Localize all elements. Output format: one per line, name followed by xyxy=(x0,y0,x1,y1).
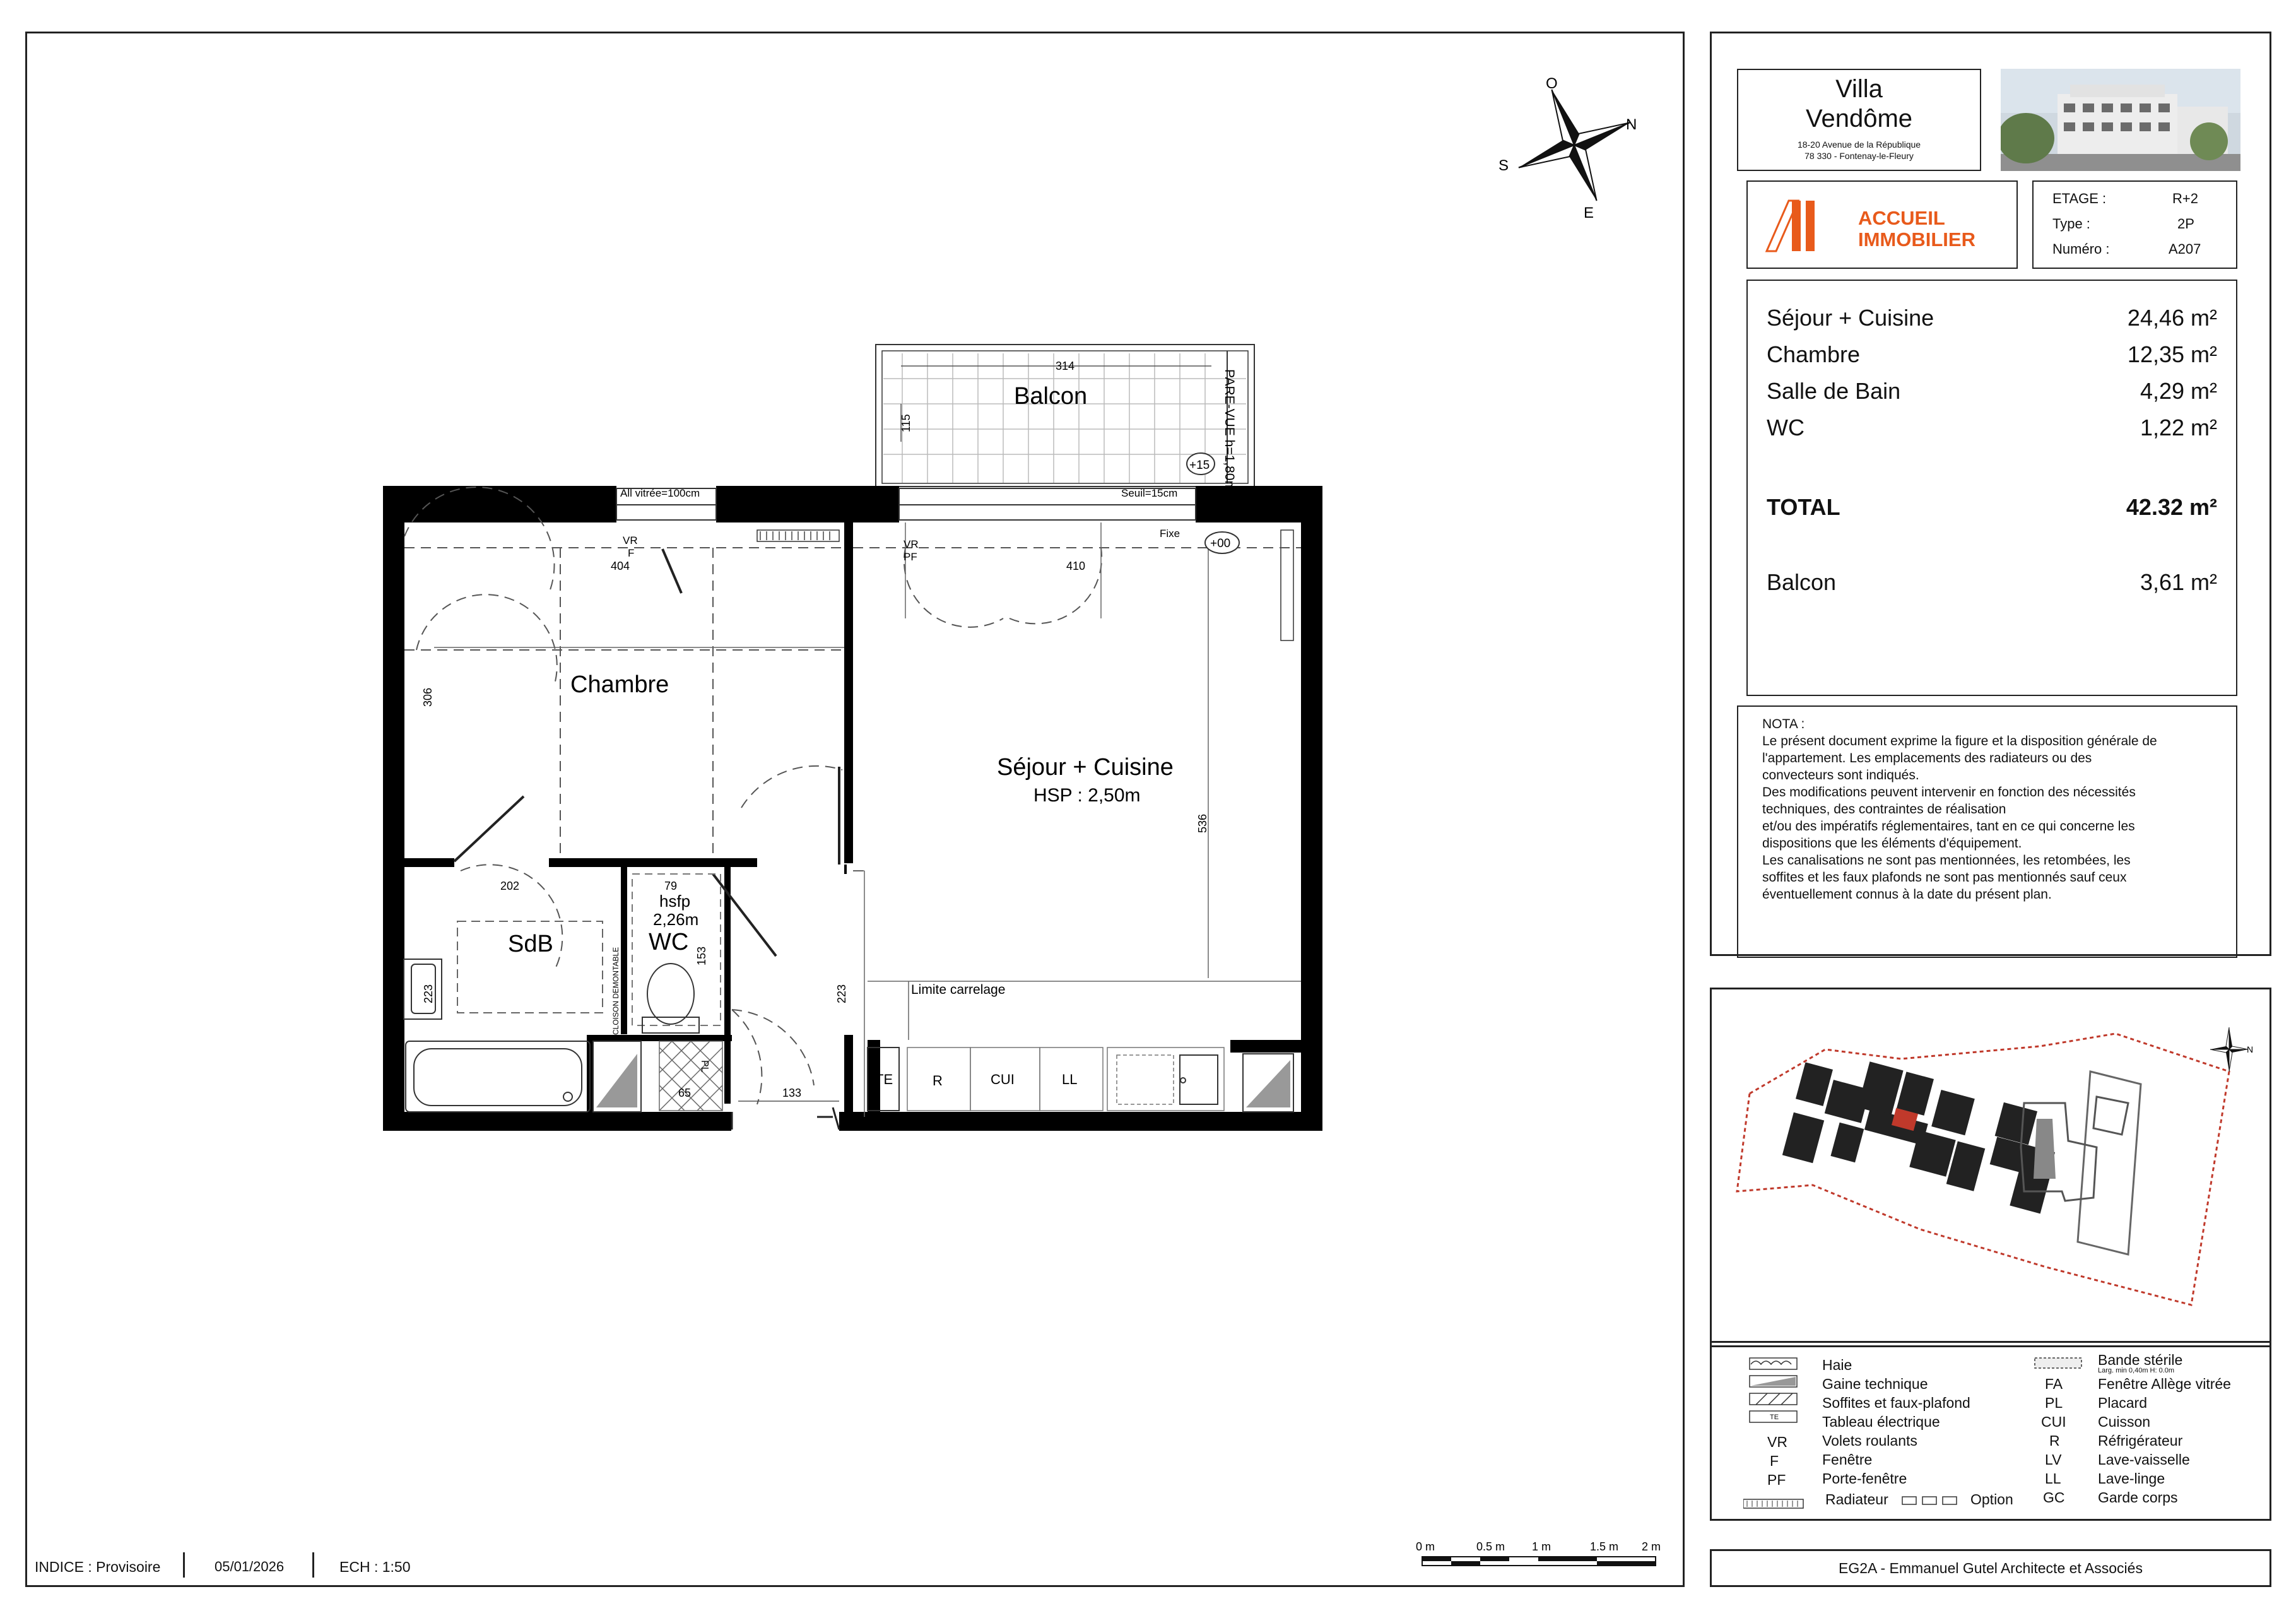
balcon-surface-value: 3,61 m² xyxy=(2140,569,2217,595)
brand-box xyxy=(1746,180,2018,269)
note-line: techniques, des contraintes de réalisation xyxy=(1762,802,2006,817)
legend-panel xyxy=(1710,1341,2271,1521)
legend-label: Bande stérile xyxy=(2098,1352,2183,1368)
legend-label: Réfrigérateur xyxy=(2098,1432,2183,1449)
scale-label-3: 1.5 m xyxy=(1590,1540,1619,1553)
note-title: NOTA : xyxy=(1762,717,1805,731)
r-label: R xyxy=(933,1073,943,1089)
info-panel xyxy=(1710,32,2271,956)
compass-n: N xyxy=(1626,116,1637,133)
dim-410: 410 xyxy=(1066,560,1086,572)
option-dash-icon xyxy=(1901,1494,1964,1507)
total-row xyxy=(1748,494,2236,531)
pl-label: PL xyxy=(699,1060,710,1073)
vr-sejour: VR xyxy=(904,538,919,550)
dim-223-entree: 223 xyxy=(835,984,848,1003)
etage-label: ETAGE : xyxy=(2052,191,2107,206)
architect-label: EG2A - Emmanuel Gutel Architecte et Associés xyxy=(1839,1560,2143,1576)
legend-label: Lave-vaisselle xyxy=(2098,1451,2190,1468)
dim-79: 79 xyxy=(664,880,678,892)
surface-row xyxy=(1748,415,2236,451)
numero-value: A207 xyxy=(2169,241,2201,257)
note-line: l'appartement. Les emplacements des radiateurs ou des xyxy=(1762,751,2092,765)
legend-code: VR xyxy=(1767,1434,1787,1450)
legend-option: Option xyxy=(1970,1491,2013,1508)
compass-e: E xyxy=(1584,204,1594,221)
legend-label: Volets roulants xyxy=(1822,1432,1917,1449)
bande-sterile-icon xyxy=(2034,1357,2084,1371)
ll-label: LL xyxy=(1062,1071,1078,1087)
legend-label: Tableau électrique xyxy=(1822,1413,1940,1430)
legend-bande-note: Larg. min 0,40m H: 0.0m xyxy=(2098,1367,2175,1374)
type-value: 2P xyxy=(2177,216,2194,232)
note-line: et/ou des impératifs réglementaires, tant en ce qui concerne les xyxy=(1762,819,2135,834)
legend-label: Fenêtre Allège vitrée xyxy=(2098,1376,2231,1392)
date: 05/01/2026 xyxy=(215,1559,285,1574)
sejour-label: Séjour + Cuisine xyxy=(997,754,1174,781)
hsp-label: HSP : 2,50m xyxy=(1033,785,1141,806)
scale-label-4: 2 m xyxy=(1642,1540,1661,1553)
legend-label: Cuisson xyxy=(2098,1413,2151,1430)
legend-code: CUI xyxy=(2041,1413,2066,1430)
floor-plan xyxy=(379,341,1338,1142)
surface-value: 1,22 m² xyxy=(2140,415,2217,440)
echelle: ECH : 1:50 xyxy=(339,1559,411,1575)
note-line: Des modifications peuvent intervenir en fonction des nécessités xyxy=(1762,785,2136,800)
legend-label: Soffites et faux-plafond xyxy=(1822,1395,1970,1411)
legend-label: Garde corps xyxy=(2098,1489,2178,1506)
surface-row xyxy=(1748,378,2236,415)
dim-133: 133 xyxy=(782,1087,802,1099)
surface-value: 24,46 m² xyxy=(2127,305,2217,331)
level-00: +00 xyxy=(1210,537,1231,550)
cui-label: CUI xyxy=(991,1071,1015,1087)
site-plan xyxy=(1712,989,2270,1345)
walls xyxy=(383,486,1322,1131)
balcon-label: Balcon xyxy=(1014,383,1088,410)
footer-divider-1 xyxy=(183,1552,185,1578)
indice: INDICE : Provisoire xyxy=(35,1559,161,1575)
footer-divider-2 xyxy=(312,1552,314,1578)
chambre-label: Chambre xyxy=(570,671,669,698)
legend-code: PF xyxy=(1767,1472,1786,1488)
pf-sejour: PF xyxy=(904,551,917,563)
wc-label: WC xyxy=(649,929,689,955)
project-name-1: Villa xyxy=(1835,75,1883,103)
limite-carrelage: Limite carrelage xyxy=(911,983,1006,997)
dim-65: 65 xyxy=(678,1087,692,1099)
surfaces-box xyxy=(1746,280,2237,696)
legend-code: F xyxy=(1770,1453,1779,1469)
legend-code: FA xyxy=(2045,1376,2063,1392)
hsfp-label: hsfp xyxy=(659,892,691,911)
surface-value: 12,35 m² xyxy=(2127,341,2217,367)
radiator-icon xyxy=(1743,1499,1803,1508)
etage-value: R+2 xyxy=(2172,191,2198,206)
surface-value: 4,29 m² xyxy=(2140,378,2217,404)
compass-s: S xyxy=(1498,157,1509,174)
fixe-label: Fixe xyxy=(1160,528,1180,540)
surface-row xyxy=(1748,305,2236,341)
legend-code: LL xyxy=(2045,1470,2061,1487)
legend-label: Fenêtre xyxy=(1822,1451,1873,1468)
legend-code: PL xyxy=(2045,1395,2063,1411)
project-box xyxy=(1737,69,1981,171)
total-value: 42.32 m² xyxy=(2126,494,2217,520)
cloison-label: CLOISON DEMONTABLE xyxy=(611,947,620,1035)
note-line: Les canalisations ne sont pas mentionnées, les retombées, les xyxy=(1762,853,2131,868)
balcon-surface-label: Balcon xyxy=(1767,569,1837,595)
hsfp-value: 2,26m xyxy=(653,910,699,929)
compass-o: O xyxy=(1546,75,1558,92)
note-line: soffites et les faux plafonds ne sont pas mentionnés sauf ceux xyxy=(1762,870,2127,885)
numero-label: Numéro : xyxy=(2052,241,2110,257)
compass-rose-icon xyxy=(1486,69,1656,233)
allege-label: All vitrée=100cm xyxy=(620,487,700,499)
legend-label: Placard xyxy=(2098,1395,2147,1411)
legend-label: Porte-fenêtre xyxy=(1822,1470,1907,1487)
brand-line-1: ACCUEIL xyxy=(1858,207,1945,229)
pare-vue-label: PARE-VUE h=1,80m xyxy=(1222,369,1237,492)
brand-logo-icon xyxy=(1760,198,1823,254)
architect-box xyxy=(1710,1549,2271,1587)
note-line: éventuellement connus à la date du présent plan. xyxy=(1762,887,2052,902)
legend-label: Gaine technique xyxy=(1822,1376,1928,1392)
soffite-icon xyxy=(1750,1393,1797,1405)
hedge-icon xyxy=(1750,1358,1797,1369)
dim-314: 314 xyxy=(1056,360,1075,372)
surface-label: Séjour + Cuisine xyxy=(1767,305,1934,331)
legend-te-code: TE xyxy=(1770,1413,1779,1421)
total-label: TOTAL xyxy=(1767,494,1840,520)
dim-153: 153 xyxy=(695,946,708,965)
note-line: convecteurs sont indiqués. xyxy=(1762,768,1919,782)
scale-bar xyxy=(1413,1537,1672,1574)
gaine-icon xyxy=(1750,1376,1797,1387)
surface-label: WC xyxy=(1767,415,1804,440)
legend-code: GC xyxy=(2043,1489,2065,1506)
scale-label-0: 0 m xyxy=(1416,1540,1435,1553)
lot-box xyxy=(2032,180,2237,269)
dim-223-sdb: 223 xyxy=(422,984,435,1003)
surface-label: Salle de Bain xyxy=(1767,378,1901,404)
building-photo xyxy=(2001,69,2240,171)
type-label: Type : xyxy=(2052,216,2090,232)
dim-536: 536 xyxy=(1196,813,1209,833)
seuil-label: Seuil=15cm xyxy=(1121,487,1178,499)
legend-label: Lave-linge xyxy=(2098,1470,2165,1487)
legend-code: R xyxy=(2049,1432,2060,1449)
dim-202: 202 xyxy=(500,880,520,892)
dim-306: 306 xyxy=(421,687,434,707)
legend-code: LV xyxy=(2045,1451,2062,1468)
scale-label-1: 0.5 m xyxy=(1476,1540,1505,1553)
site-compass-icon xyxy=(2210,1027,2248,1071)
note-box xyxy=(1737,705,2237,958)
note-line: dispositions que les éléments d'équipement. xyxy=(1762,836,2022,851)
sdb-label: SdB xyxy=(508,931,553,957)
te-label: TE xyxy=(875,1071,893,1087)
site-plan-panel xyxy=(1710,988,2271,1347)
dim-404: 404 xyxy=(611,560,630,572)
surface-row xyxy=(1748,341,2236,378)
vr-chambre: VR xyxy=(623,534,638,546)
legend-label: Haie xyxy=(1822,1357,1852,1373)
f-chambre: F xyxy=(628,547,635,559)
scale-label-2: 1 m xyxy=(1532,1540,1551,1553)
balcon-row xyxy=(1748,569,2236,606)
address-2: 78 330 - Fontenay-le-Fleury xyxy=(1804,151,1914,161)
project-name-2: Vendôme xyxy=(1805,105,1913,133)
address-1: 18-20 Avenue de la République xyxy=(1797,139,1921,150)
surface-label: Chambre xyxy=(1767,341,1861,367)
level-plus15: +15 xyxy=(1189,459,1210,472)
dim-115: 115 xyxy=(900,414,912,432)
legend-label: Radiateur xyxy=(1825,1491,1888,1508)
site-compass-n: N xyxy=(2247,1044,2254,1054)
note-line: Le présent document exprime la figure et la disposition générale de xyxy=(1762,734,2157,748)
brand-line-2: IMMOBILIER xyxy=(1858,228,1975,251)
